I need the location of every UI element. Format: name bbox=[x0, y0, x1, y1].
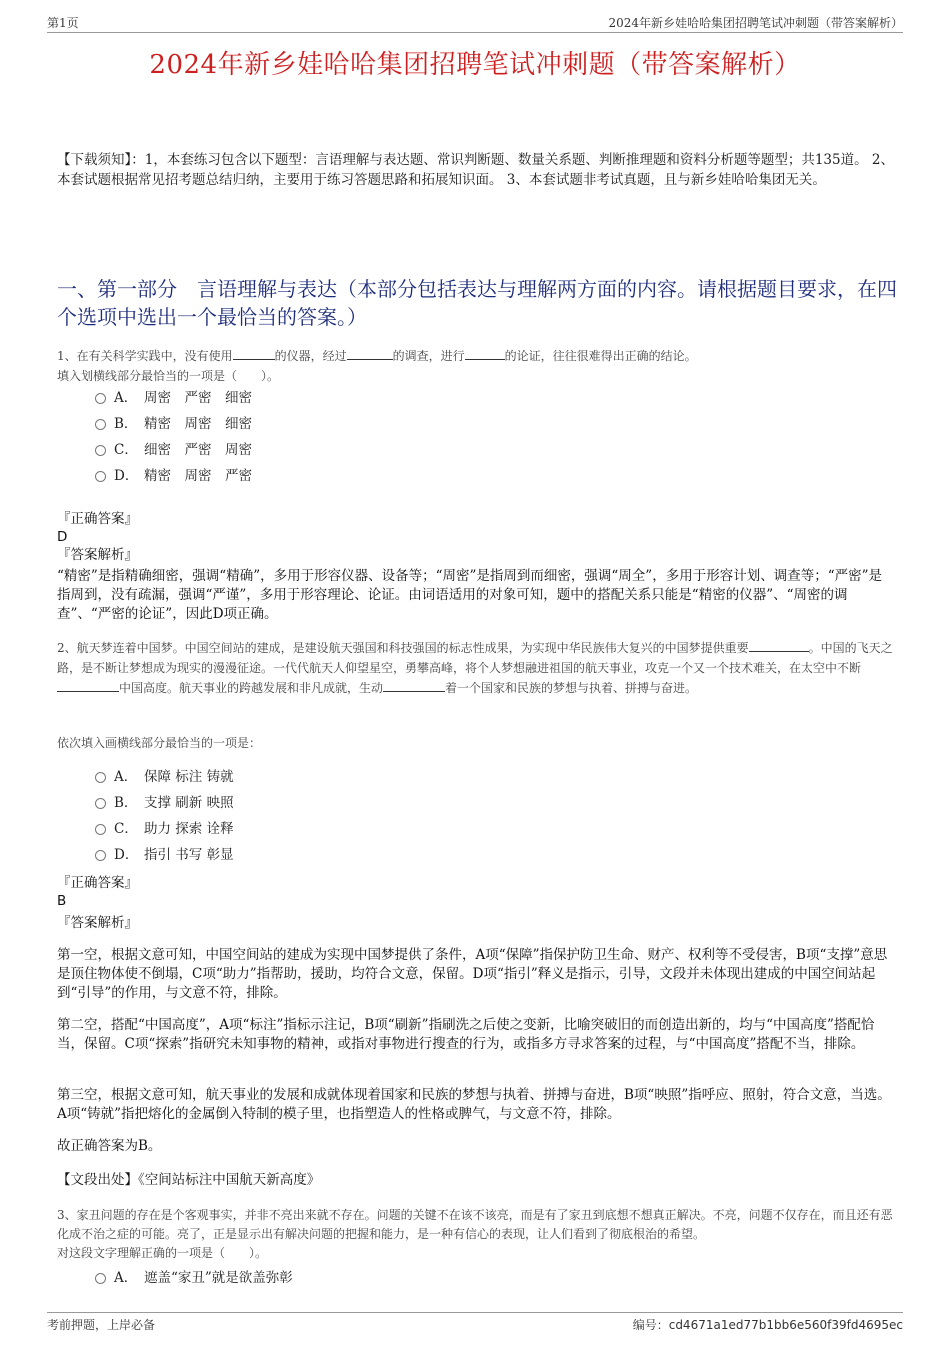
option-d[interactable] bbox=[95, 463, 252, 489]
radio-icon[interactable] bbox=[95, 445, 106, 456]
radio-icon[interactable] bbox=[95, 824, 106, 835]
question-2-stem bbox=[57, 638, 897, 698]
q2-stem-part: 2、航天梦连着中国梦。中国空间站的建成，是建设航天强国和科技强国的标志性成果，为实现中华民族伟大复兴的中国梦提供重要 bbox=[57, 641, 749, 655]
fill-blank bbox=[383, 679, 445, 692]
section-heading: 一、第一部分 言语理解与表达（本部分包括表达与理解两方面的内容。请根据题目要求，在四个选项中选出一个最恰当的答案。） bbox=[57, 277, 897, 329]
q1-stem-part: 的仪器，经过 bbox=[274, 349, 347, 363]
option-label: A． bbox=[114, 769, 138, 785]
q1-stem-part: 的论证，往往很难得出正确的结论。 bbox=[504, 349, 697, 363]
option-label: D． bbox=[114, 468, 139, 484]
question-3-stem bbox=[57, 1206, 897, 1263]
analysis-label: 『答案解析』 bbox=[57, 547, 138, 563]
question-2-options bbox=[95, 764, 234, 868]
q2-stem-part: 着一个国家和民族的梦想与执着、拼搏与奋进。 bbox=[445, 681, 698, 695]
question-1-options bbox=[95, 385, 252, 489]
option-text: 遮盖“家丑”就是欲盖弥彰 bbox=[144, 1270, 293, 1286]
footer-code bbox=[633, 1316, 903, 1333]
option-text: 周密 严密 细密 bbox=[144, 390, 252, 406]
answer-value: D bbox=[57, 529, 68, 545]
option-text: 精密 周密 细密 bbox=[144, 416, 252, 432]
q1-stem-part: 的调查，进行 bbox=[392, 349, 465, 363]
q2-analysis-3: 第三空，根据文意可知，航天事业的发展和成就体现着国家和民族的梦想与执着、拼搏与奋进，B项“映照”指呼应、照射，符合文意，当选。A项“铸就”指把熔化的金属倒入特制的模子里，也指塑造人的性格或脾气，与文意不符，排除。 bbox=[57, 1087, 891, 1122]
q2-source: 【文段出处】《空间站标注中国航天新高度》 bbox=[57, 1172, 321, 1188]
fill-blank bbox=[749, 639, 809, 652]
q2-conclusion: 故正确答案为B。 bbox=[57, 1138, 162, 1154]
question-2-answer bbox=[57, 874, 897, 932]
fill-blank bbox=[57, 679, 119, 692]
q3-prompt: 对这段文字理解正确的一项是（ ）。 bbox=[57, 1246, 268, 1260]
question-1-analysis: “精密”是指精确细密，强调“精确”，多用于形容仪器、设备等；“周密”是指周到而细密，强调“周全”，多用于形容计划、调查等；“严密”是指周到，没有疏漏，强调“严谨”，多用于形容理论、论证。由词语适用的对象可知，题中的搭配关系只能是“精密的仪器”、“周密的调查”、“严密的论证”，因此D项正确。 bbox=[57, 568, 883, 622]
radio-icon[interactable] bbox=[95, 471, 106, 482]
page-footer bbox=[47, 1312, 903, 1334]
answer-label: 『正确答案』 bbox=[57, 875, 138, 891]
fill-blank bbox=[347, 347, 393, 360]
option-text: 精密 周密 严密 bbox=[144, 468, 252, 484]
header-doc-title: 2024年新乡娃哈哈集团招聘笔试冲刺题（带答案解析） bbox=[608, 16, 903, 30]
option-label: A． bbox=[114, 390, 138, 406]
q2-analysis-1: 第一空，根据文意可知，中国空间站的建成为实现中国梦提供了条件，A项“保障”指保护防卫生命、财产、权利等不受侵害，B项“支撑”意思是顶住物体使不倒塌，C项“助力”指帮助，援助，均符合文意，保留。D项“指引”释义是指示，引导，文段并未体现出建成的中国空间站起到“引导”的作用，与文意不符，排除。 bbox=[57, 947, 888, 1001]
option-a[interactable] bbox=[95, 1265, 293, 1291]
radio-icon[interactable] bbox=[95, 393, 106, 404]
answer-label: 『正确答案』 bbox=[57, 511, 138, 527]
option-label: B． bbox=[114, 795, 138, 811]
option-label: D． bbox=[114, 847, 139, 863]
page-header bbox=[47, 14, 903, 33]
option-a[interactable] bbox=[95, 764, 234, 790]
option-b[interactable] bbox=[95, 411, 252, 437]
code-value: cd4671a1ed77b1bb6e560f39fd4695ec bbox=[668, 1318, 903, 1332]
option-label: B． bbox=[114, 416, 138, 432]
question-1-answer bbox=[57, 510, 897, 564]
option-b[interactable] bbox=[95, 790, 234, 816]
radio-icon[interactable] bbox=[95, 772, 106, 783]
option-text: 助力 探索 诠释 bbox=[144, 821, 234, 837]
option-label: C． bbox=[114, 821, 138, 837]
option-text: 指引 书写 彰显 bbox=[144, 847, 234, 863]
option-c[interactable] bbox=[95, 437, 252, 463]
q2-prompt: 依次填入画横线部分最恰当的一项是： bbox=[57, 736, 262, 750]
q1-stem-part: 1、在有关科学实践中，没有使用 bbox=[57, 349, 233, 363]
option-a[interactable] bbox=[95, 385, 252, 411]
q3-stem-text: 3、家丑问题的存在是个客观事实，并非不亮出来就不存在。问题的关键不在该不该亮，而是有了家丑到底想不想真正解决。不亮，问题不仅存在，而且还有恶化成不治之症的可能。亮了，正是显示出有解决问题的把握和能力，是一种有信心的表现，让人们看到了彻底根治的希望。 bbox=[57, 1208, 893, 1241]
option-text: 细密 严密 周密 bbox=[144, 442, 252, 458]
question-1-stem bbox=[57, 346, 897, 386]
question-3-options bbox=[95, 1265, 293, 1291]
option-d[interactable] bbox=[95, 842, 234, 868]
radio-icon[interactable] bbox=[95, 1273, 106, 1284]
answer-value: B bbox=[57, 893, 67, 909]
q2-analysis-2: 第二空，搭配“中国高度”，A项“标注”指标示注记，B项“刷新”指刷洗之后使之变新，比喻突破旧的而创造出新的，均与“中国高度”搭配恰当，保留。C项“探索”指研究未知事物的精神，或指对事物进行搜查的行为，或指多方寻求答案的过程，与“中国高度”搭配不当，排除。 bbox=[57, 1017, 875, 1052]
q1-prompt: 填入划横线部分最恰当的一项是（ ）。 bbox=[57, 369, 280, 383]
q2-stem-part: 中国高度。航天事业的跨越发展和非凡成就，生动 bbox=[119, 681, 384, 695]
document-title: 2024年新乡娃哈哈集团招聘笔试冲刺题（带答案解析） bbox=[149, 50, 801, 80]
option-c[interactable] bbox=[95, 816, 234, 842]
fill-blank bbox=[465, 347, 505, 360]
q2-stem-part: 。中国的飞天之路，是不断让梦想成为现实的漫漫征途。一代代航天人仰望星空，勇攀高峰，将个人梦想融进祖国的航天事业，攻克一个又一个技术难关，在太空中不断 bbox=[57, 641, 893, 675]
option-label: A． bbox=[114, 1270, 138, 1286]
download-notice: 【下载须知】：1，本套练习包含以下题型：言语理解与表达题、常识判断题、数量关系题、判断推理题和资料分析题等题型；共135道。 2、本套试题根据常见招考题总结归纳，主要用于练习答题思路和拓展知识面。 3、本套试题非考试真题，且与新乡娃哈哈集团无关。 bbox=[57, 152, 894, 188]
radio-icon[interactable] bbox=[95, 850, 106, 861]
option-text: 保障 标注 铸就 bbox=[144, 769, 234, 785]
fill-blank bbox=[233, 347, 275, 360]
code-label: 编号： bbox=[632, 1318, 669, 1332]
footer-slogan: 考前押题，上岸必备 bbox=[47, 1318, 156, 1332]
radio-icon[interactable] bbox=[95, 798, 106, 809]
option-text: 支撑 刷新 映照 bbox=[144, 795, 234, 811]
page-number: 第1页 bbox=[47, 16, 79, 30]
option-label: C． bbox=[114, 442, 138, 458]
radio-icon[interactable] bbox=[95, 419, 106, 430]
analysis-label: 『答案解析』 bbox=[57, 915, 138, 931]
